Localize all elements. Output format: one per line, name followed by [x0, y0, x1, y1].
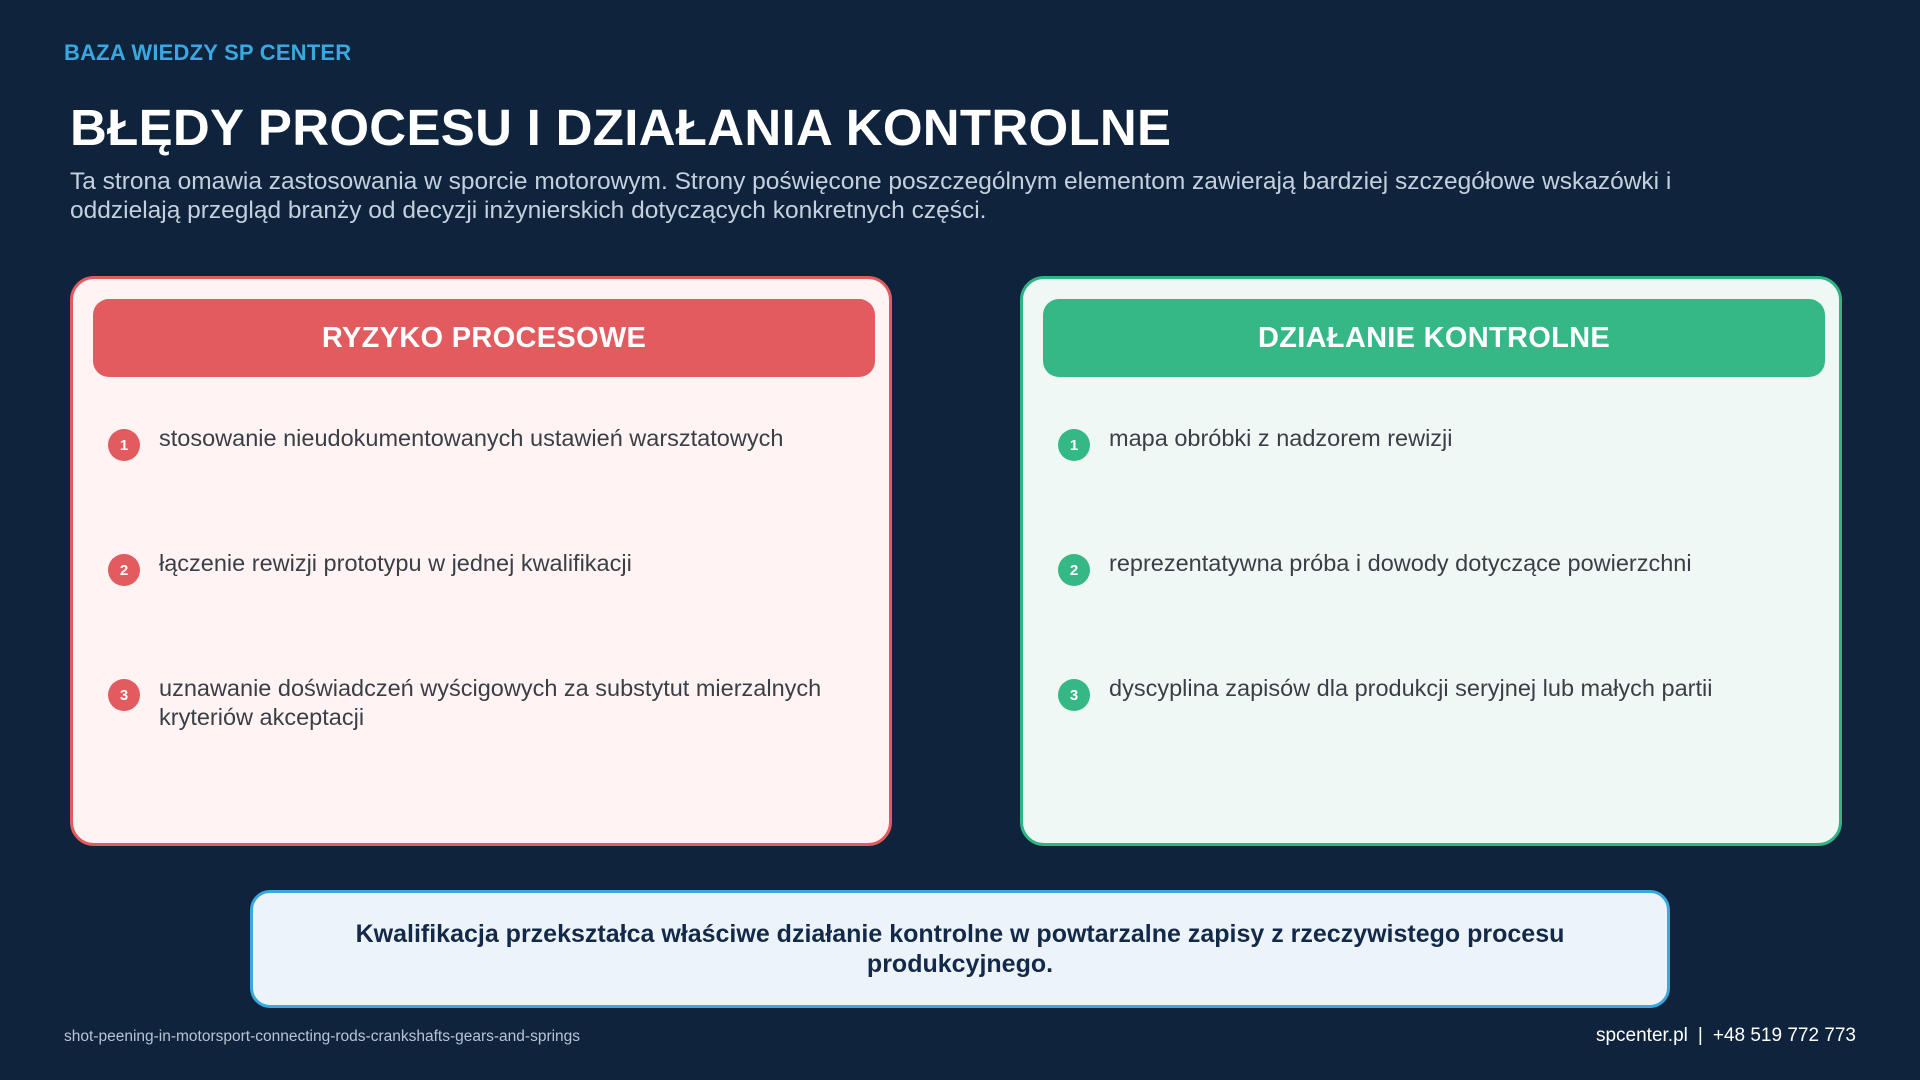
footer-slug: shot-peening-in-motorsport-connecting-rods-crankshafts-gears-and-springs	[64, 1028, 581, 1045]
control-panel	[1020, 276, 1842, 846]
number-badge: 2	[108, 554, 140, 586]
footer-phone: +48 519 772 773	[1712, 1025, 1856, 1046]
page-title: BŁĘDY PROCESU I DZIAŁANIA KONTROLNE	[70, 99, 1172, 156]
control-item-text: reprezentatywna próba i dowody dotyczące powierzchni	[1109, 550, 1692, 576]
control-item	[1058, 424, 1798, 461]
risk-item	[108, 424, 848, 461]
control-item	[1058, 549, 1798, 586]
risk-panel	[70, 276, 892, 846]
footer-website: spcenter.pl	[1595, 1025, 1688, 1046]
number-badge: 3	[108, 679, 140, 711]
risk-item	[108, 549, 848, 586]
summary-callout: Kwalifikacja przekształca właściwe działanie kontrolne w powtarzalne zapisy z rzeczywistego procesu produkcyjnego.	[250, 890, 1670, 1008]
risk-item-text: łączenie rewizji prototypu w jednej kwalifikacji	[159, 550, 632, 576]
number-badge: 1	[108, 429, 140, 461]
number-badge: 2	[1058, 554, 1090, 586]
footer-separator: |	[1697, 1025, 1703, 1046]
number-badge: 3	[1058, 679, 1090, 711]
control-panel-header: DZIAŁANIE KONTROLNE	[1043, 299, 1825, 377]
risk-item	[108, 674, 848, 732]
control-item-text: dyscyplina zapisów dla produkcji seryjnej lub małych partii	[1109, 675, 1713, 701]
footer-contact	[1596, 1025, 1856, 1047]
control-item	[1058, 674, 1798, 711]
control-item-text: mapa obróbki z nadzorem rewizji	[1109, 425, 1453, 451]
page-subtitle: Ta strona omawia zastosowania w sporcie motorowym. Strony poświęcone poszczególnym elementom zawierają bardziej szczegółowe wskazówki i oddzielają przegląd branży od decyzji inżynierskich dotyczących konkretnych części.	[70, 168, 1672, 224]
brand-label: BAZA WIEDZY SP CENTER	[64, 40, 352, 65]
risk-item-text: uznawanie doświadczeń wyścigowych za substytut mierzalnych kryteriów akceptacji	[159, 675, 822, 730]
risk-panel-header: RYZYKO PROCESOWE	[93, 299, 875, 377]
risk-item-text: stosowanie nieudokumentowanych ustawień warsztatowych	[159, 425, 784, 451]
number-badge: 1	[1058, 429, 1090, 461]
